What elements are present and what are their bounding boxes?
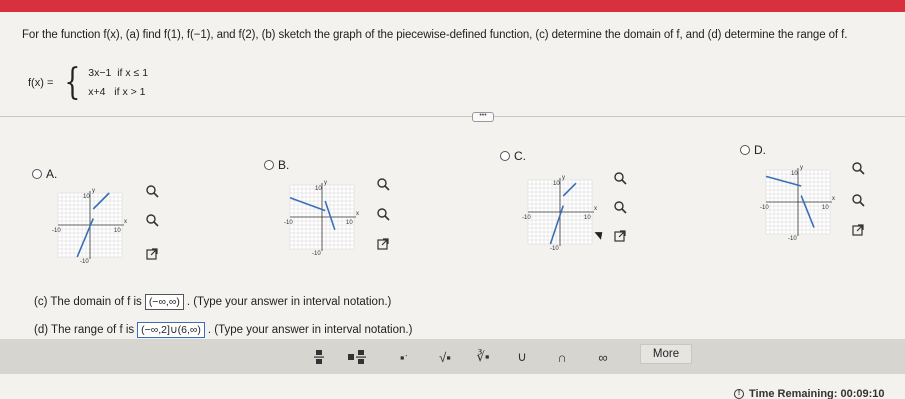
option-c[interactable] [500,149,526,163]
timer-value: 00:09:10 [840,388,885,399]
x-tick-max: 10 [822,205,829,211]
zoom-out-icon[interactable] [375,206,391,222]
zoom-in-icon[interactable] [850,160,866,176]
zoom-out-icon[interactable] [612,199,628,215]
radio-b[interactable] [264,160,274,170]
top-accent-bar [0,0,905,12]
y-tick-min: -10 [788,236,797,242]
y-tick-max: 10 [83,194,90,200]
x-tick-min: -10 [522,215,531,221]
part-c [34,294,391,310]
popout-icon[interactable] [375,236,391,252]
x-axis-label: x [832,196,835,202]
x-tick-max: 10 [114,228,121,234]
part-d [34,322,412,338]
part-d-prefix: (d) The range of f is [34,324,135,336]
question-text: For the function f(x), (a) find f(1), f(−1), and f(2), (b) sketch the graph of the piecewise-defined function, (c) determine the domain of f, and (d) determine the range of f. [22,29,848,41]
option-c-label: C. [514,149,526,163]
option-a[interactable] [32,167,57,181]
radio-a[interactable] [32,169,42,179]
mixed-number-button[interactable] [348,347,366,367]
y-axis-label: y [562,175,565,181]
radio-c[interactable] [500,151,510,161]
y-tick-max: 10 [315,186,322,192]
y-axis-label: y [92,188,95,194]
zoom-out-icon[interactable] [850,192,866,208]
graph-b [282,177,362,257]
domain-answer-input[interactable]: (−∞,∞) [145,294,184,310]
y-axis-label: y [800,165,803,171]
y-tick-max: 10 [553,181,560,187]
x-axis-label: x [356,211,359,217]
part-d-suffix: . (Type your answer in interval notation.) [207,324,413,336]
x-tick-max: 10 [346,220,353,226]
graph-c [520,172,600,252]
exponent-button[interactable]: ▪ˑ [399,349,409,365]
cube-root-button[interactable]: ∛▪ [476,349,490,364]
x-tick-max: 10 [584,215,591,221]
y-tick-min: -10 [550,246,559,252]
popout-icon[interactable] [850,222,866,238]
function-label: f(x) = [28,77,54,89]
zoom-in-icon[interactable] [144,183,160,199]
timer-label: Time Remaining: [749,388,838,399]
piecewise-function [28,64,148,102]
brace-icon: { [64,62,81,103]
case-1: 3x−1 if x ≤ 1 [88,67,149,79]
option-d[interactable] [740,143,766,157]
x-axis-label: x [124,219,127,225]
range-answer-input[interactable]: (−∞,2]∪(6,∞) [137,322,205,338]
intersection-button[interactable]: ∩ [557,349,567,365]
x-tick-min: -10 [284,220,293,226]
y-tick-max: 10 [791,171,798,177]
option-a-label: A. [46,167,58,181]
zoom-in-icon[interactable] [375,176,391,192]
fraction-button[interactable] [310,347,328,367]
divider [0,116,905,117]
popout-icon[interactable] [144,246,160,262]
option-b-label: B. [278,158,290,172]
popout-icon[interactable] [612,228,628,244]
union-button[interactable]: ∪ [517,349,527,364]
part-c-prefix: (c) The domain of f is [34,296,142,308]
expand-button[interactable]: ••• [472,112,494,122]
option-b[interactable] [264,158,289,172]
radio-d[interactable] [740,145,750,155]
x-tick-min: -10 [52,228,61,234]
x-tick-min: -10 [760,205,769,211]
part-c-suffix: . (Type your answer in interval notation.) [186,296,392,308]
y-tick-min: -10 [80,259,89,265]
graph-a [50,185,130,265]
x-axis-label: x [594,206,597,212]
time-remaining [734,388,885,399]
function-cases [88,64,148,102]
graph-d [758,162,838,242]
zoom-in-icon[interactable] [612,170,628,186]
y-axis-label: y [324,180,327,186]
more-button[interactable]: More [640,344,692,364]
option-d-label: D. [754,143,766,157]
case-2: x+4 if x > 1 [88,86,146,98]
infinity-button[interactable]: ∞ [598,349,608,365]
sqrt-button[interactable]: √▪ [439,349,451,365]
y-tick-min: -10 [312,251,321,257]
zoom-out-icon[interactable] [144,212,160,228]
clock-icon: ! [734,389,744,399]
